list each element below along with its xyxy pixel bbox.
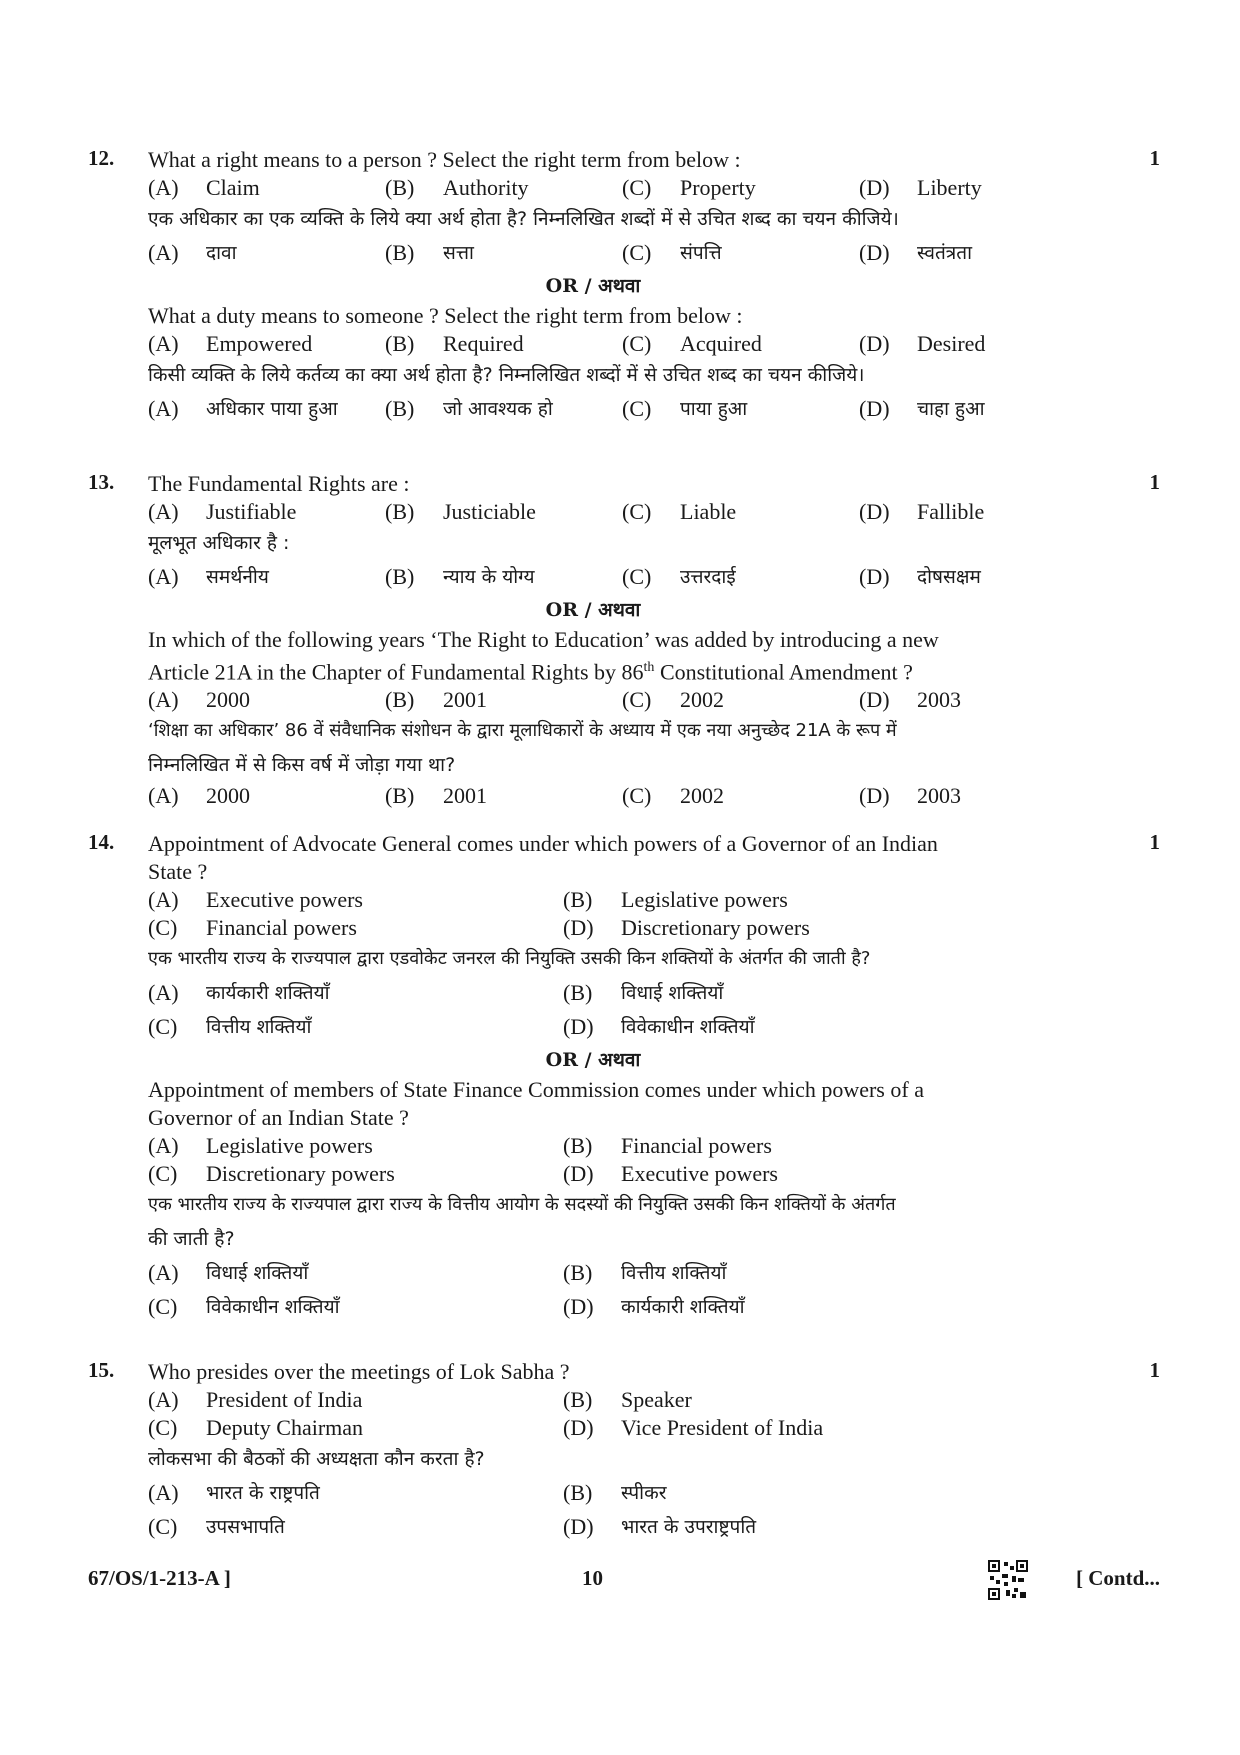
question-number: 15. <box>88 1358 115 1382</box>
alt-question-text-hi-line1: ‘शिक्षा का अधिकार’ 86 वें संवैधानिक संशोधन के द्वारा मूलाधिकारों के अध्याय में एक नया अनुच्छेद 21A के रूप में <box>148 720 897 742</box>
alt-question-text-en-line1: In which of the following years ‘The Right to Education’ was added by introducing a new <box>148 627 939 652</box>
options-en-row2: (C) Financial powers (D) Discretionary powers <box>148 915 810 940</box>
alt-question-text-hi: किसी व्यक्ति के लिये कर्तव्य का क्या अर्थ होता है? निम्नलिखित शब्दों में से उचित शब्द का चयन कीजिये। <box>148 364 865 386</box>
alt-question-text-hi-line2: निम्नलिखित में से किस वर्ष में जोड़ा गया था? <box>148 754 456 777</box>
options-en <box>148 174 1098 202</box>
alt-options-hi-row2: (C) विवेकाधीन शक्तियाँ (D) कार्यकारी शक्तियाँ <box>148 1294 745 1319</box>
alt-question-text-hi-line2: की जाती है? <box>148 1228 235 1250</box>
alt-options-hi: (A) अधिकार पाया हुआ (B) जो आवश्यक हो (C) पाया हुआ (D) चाहा हुआ <box>148 396 985 421</box>
question-15 <box>88 1358 1160 1544</box>
question-marks: 1 <box>1149 146 1160 170</box>
options-hi-row2: (C) उपसभापति (D) भारत के उपराष्ट्रपति <box>148 1514 757 1539</box>
question-12 <box>88 146 1160 426</box>
page-number: 10 <box>582 1566 603 1590</box>
alt-options-hi: (A) 2000 (B) 2001 (C) 2002 (D) 2003 <box>148 783 961 809</box>
question-text-en: The Fundamental Rights are : <box>148 471 410 496</box>
option-d: (D) Liberty <box>859 175 982 200</box>
or-divider: OR / अथवा <box>545 275 641 297</box>
options-hi: (A) समर्थनीय (B) न्याय के योग्य (C) उत्तरदाई (D) दोषसक्षम <box>148 564 981 589</box>
question-text-hi: मूलभूत अधिकार है : <box>148 532 290 554</box>
qr-code-icon <box>988 1560 1028 1600</box>
option-c: (C) Property <box>622 175 756 200</box>
question-marks: 1 <box>1149 1358 1160 1382</box>
question-14 <box>88 830 1160 1324</box>
options-en-row1: (A) Executive powers (B) Legislative powers <box>148 887 788 912</box>
alt-options-en-row2: (C) Discretionary powers (D) Executive powers <box>148 1161 778 1186</box>
alt-options-hi-row1: (A) विधाई शक्तियाँ (B) वित्तीय शक्तियाँ <box>148 1260 727 1285</box>
options-hi-row1: (A) कार्यकारी शक्तियाँ (B) विधाई शक्तियाँ <box>148 980 724 1005</box>
question-number: 14. <box>88 830 115 854</box>
question-text-hi: एक अधिकार का एक व्यक्ति के लिये क्या अर्थ होता है? निम्नलिखित शब्दों में से उचित शब्द का चयन कीजिये। <box>148 208 899 230</box>
continued-label: [ Contd... <box>1075 1566 1160 1590</box>
options-hi-row2: (C) वित्तीय शक्तियाँ (D) विवेकाधीन शक्तियाँ <box>148 1014 755 1039</box>
alt-options-en: (A) Empowered (B) Required (C) Acquired (D) Desired <box>148 331 986 356</box>
alt-question-text-en-line1: Appointment of members of State Finance Commission comes under which powers of a <box>148 1077 924 1102</box>
question-text-en-line2: State ? <box>148 859 208 884</box>
alt-question-text-en-line2: Governor of an Indian State ? <box>148 1105 409 1130</box>
or-divider: OR / अथवा <box>545 1049 641 1071</box>
options-hi-row1: (A) भारत के राष्ट्रपति (B) स्पीकर <box>148 1480 667 1505</box>
options-en: (A) Justifiable (B) Justiciable (C) Liable (D) Fallible <box>148 499 985 524</box>
alt-options-en: (A) 2000 (B) 2001 (C) 2002 (D) 2003 <box>148 687 961 713</box>
question-number: 13. <box>88 470 115 494</box>
question-text-hi: एक भारतीय राज्य के राज्यपाल द्वारा एडवोकेट जनरल की नियुक्ति उसकी किन शक्तियों के अंतर्गत की जाती है? <box>148 948 871 969</box>
question-13 <box>88 470 1160 810</box>
question-text-en: Who presides over the meetings of Lok Sabha ? <box>148 1359 570 1384</box>
paper-code: 67/OS/1-213-A ] <box>88 1566 231 1590</box>
alt-options-en-row1: (A) Legislative powers (B) Financial powers <box>148 1133 772 1158</box>
options-en-row2: (C) Deputy Chairman (D) Vice President of India <box>148 1415 824 1440</box>
question-text-hi: लोकसभा की बैठकों की अध्यक्षता कौन करता है? <box>148 1448 485 1470</box>
options-en-row1: (A) President of India (B) Speaker <box>148 1387 692 1412</box>
question-number: 12. <box>88 146 115 170</box>
question-marks: 1 <box>1149 830 1160 854</box>
option-a: (A) Claim <box>148 175 260 200</box>
question-text-en-line1: Appointment of Advocate General comes under which powers of a Governor of an Indian <box>148 831 938 856</box>
options-hi: (A) दावा (B) सत्ता (C) संपत्ति (D) स्वतंत्रता <box>148 240 973 265</box>
question-text-en: What a right means to a person ? Select the right term from below : <box>148 147 741 172</box>
question-marks: 1 <box>1149 470 1160 494</box>
alt-question-text-hi-line1: एक भारतीय राज्य के राज्यपाल द्वारा राज्य के वित्तीय आयोग के सदस्यों की नियुक्ति उसकी किन शक्तियों के अंतर्गत <box>148 1194 896 1215</box>
or-divider: OR / अथवा <box>545 599 641 621</box>
alt-question-text-en: What a duty means to someone ? Select the right term from below : <box>148 303 743 328</box>
alt-question-text-en-line2: Article 21A in the Chapter of Fundamental Rights by 86th Constitutional Amendment ? <box>148 659 913 685</box>
option-b: (B) Authority <box>385 175 529 200</box>
page-footer <box>88 1560 1160 1600</box>
